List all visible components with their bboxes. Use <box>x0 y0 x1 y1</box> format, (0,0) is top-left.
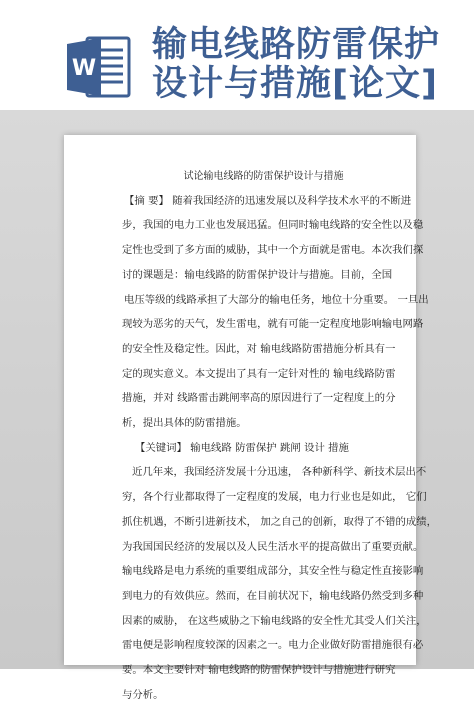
body-line: 为我国国民经济的发展以及人民生活水平的提高做出了重要贡献。 <box>122 540 424 553</box>
body-line: 到电力的有效供应。然而，在目前状况下，输电线路仍然受到多种 <box>122 589 424 602</box>
body-line: 近几年来，我国经济发展十分迅速， 各种新科学、新技术层出不 <box>132 466 427 479</box>
document-body <box>122 165 438 707</box>
title-line-1: 输电线路防雷保护 <box>152 25 441 65</box>
abstract-line: 讨的课题是：输电线路的防雷保护设计与措施。目前，全国 <box>122 268 393 281</box>
abstract-line: 措施，并对 线路雷击跳闸率高的原因进行了一定程度上的分 <box>122 392 396 405</box>
abstract-line: 的安全性及稳定性。因此，对 输电线路防雷措施分析具有一 <box>122 342 396 355</box>
header-banner <box>0 0 474 110</box>
document-title: 试论输电线路的防雷保护设计与措施 <box>183 171 344 182</box>
body-line: 要。本文主要针对 输电线路的防雷保护设计与措施进行研究 <box>122 664 396 677</box>
abstract-line: 析，提出具体的防雷措施。 <box>122 417 247 430</box>
body-line: 雷电便是影响程度较深的因素之一。电力企业做好防雷措施很有必 <box>122 639 424 652</box>
word-document-icon <box>67 36 131 98</box>
body-line: 因素的威胁， 在这些威胁之下输电线路的安全性尤其受人们关注， <box>122 614 427 627</box>
body-line: 输电线路是电力系统的重要组成部分，其安全性与稳定性直接影响 <box>122 565 424 578</box>
abstract-line: 定性也受到了多方面的威胁，其中一个方面就是雷电。本次我们探 <box>122 244 424 257</box>
abstract-line: 【摘 要】 随着我国经济的迅速发展以及科学技术水平的不断进 <box>124 194 412 207</box>
abstract-line: 步，我国的电力工业也发展迅猛。但同时输电线路的安全性以及稳 <box>122 219 424 232</box>
keywords-line: 【关键词】 输电线路 防雷保护 跳闸 设计 措施 <box>135 441 349 454</box>
abstract-line: 定的现实意义。本文提出了具有一定针对性的 输电线路防雷 <box>122 367 396 380</box>
body-line: 与分析。 <box>122 688 164 701</box>
document-page <box>64 135 438 701</box>
abstract-line: 电压等级的线路承担了大部分的输电任务，地位十分重要。 一旦出 <box>124 293 429 306</box>
body-line: 抓住机遇，不断引进新技术， 加之自己的创新，取得了不错的成绩， <box>122 515 438 528</box>
page-title <box>152 26 472 104</box>
abstract-line: 现较为恶劣的天气，发生雷电，就有可能一定程度地影响输电网路 <box>122 318 424 331</box>
title-line-2: 设计与措施[论文] <box>152 64 438 104</box>
svg-text:W: W <box>71 56 97 81</box>
body-line: 穷，各个行业都取得了一定程度的发展，电力行业也是如此， 它们 <box>122 491 427 504</box>
